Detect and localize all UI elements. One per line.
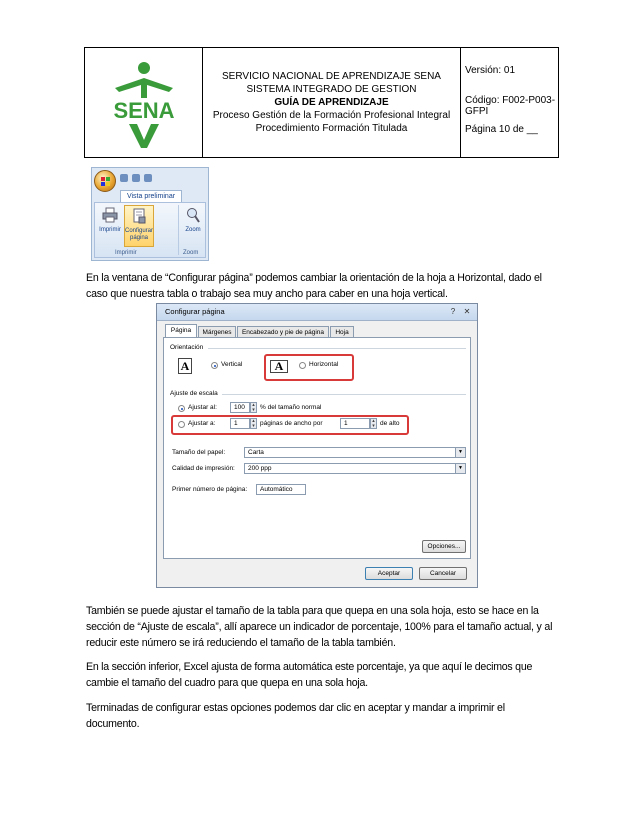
page-setup-icon: [131, 208, 147, 224]
page-setup-dialog: [156, 303, 478, 588]
magnifier-icon: [185, 207, 201, 223]
chevron-down-icon[interactable]: ▼: [455, 464, 465, 473]
paragraph-scale: También se puede ajustar el tamaño de la tabla para que quepa en una sola hoja, esto se hace en la sección de “Ajuste de escala”, allí aparece un indicador de porcentaje, 100% para el tamaño actual, y al reducir este número se irá reduciendo el tamaño de la tabla también.: [86, 605, 553, 649]
fit-mid-label: páginas de ancho por: [260, 420, 323, 427]
header-title-cell: [203, 48, 461, 157]
sena-logo: [85, 48, 203, 157]
orientation-heading: Orientación: [170, 344, 204, 351]
undo-icon[interactable]: [132, 174, 140, 182]
horizontal-label: Horizontal: [309, 361, 339, 368]
ribbon-body: [94, 202, 206, 258]
dialog-title: Configurar página: [165, 307, 225, 316]
vertical-label: Vertical: [221, 361, 243, 368]
zoom-button[interactable]: [180, 205, 206, 247]
print-quality-value: 200 ppp: [248, 465, 272, 472]
office-button-icon[interactable]: [94, 170, 116, 192]
fit-to-label: Ajustar a:: [188, 420, 216, 427]
horizontal-radio[interactable]: [299, 362, 306, 369]
chevron-down-icon[interactable]: ▼: [455, 448, 465, 457]
tab-header-footer[interactable]: Encabezado y pie de página: [237, 326, 329, 337]
page-number-text: Página 10 de __: [465, 124, 538, 135]
zoom-button-label: Zoom: [185, 227, 201, 233]
adjust-percent-spinner[interactable]: ▴ ▾: [250, 402, 257, 413]
paper-size-select[interactable]: [244, 447, 466, 458]
adjust-to-label: Ajustar al:: [188, 404, 217, 411]
divider: [208, 348, 466, 349]
print-button[interactable]: [97, 205, 123, 247]
group-separator: [178, 205, 179, 255]
portrait-icon: A: [178, 358, 192, 374]
process-name: Proceso Gestión de la Formación Profesional Integral: [212, 110, 451, 121]
landscape-icon: A: [270, 360, 288, 373]
version-text: Versión: 01: [465, 65, 516, 76]
tab-margins[interactable]: Márgenes: [198, 326, 236, 337]
fit-tall-spinner[interactable]: ▴ ▾: [370, 418, 377, 429]
dialog-titlebar: [157, 304, 477, 321]
page-setup-button-label: Configurar página: [125, 228, 154, 241]
fit-to-radio[interactable]: [178, 421, 185, 428]
paragraph-auto-fit: En la sección inferior, Excel ajusta de forma automática este porcentaje, ya que aquí le decimos que cambie el tamaño del cuadro para que quepa en una sola hoja.: [86, 661, 533, 689]
fit-wide-spinner[interactable]: ▴ ▾: [250, 418, 257, 429]
cancel-button[interactable]: Cancelar: [419, 567, 467, 580]
guide-title: GUÍA DE APRENDIZAJE: [274, 97, 389, 108]
header-meta-cell: [461, 48, 558, 157]
paragraph-print: Terminadas de configurar estas opciones podemos dar clic en aceptar y mandar a imprimir el documento.: [86, 702, 505, 730]
fit-tall-suffix: de alto: [380, 420, 400, 427]
vertical-radio[interactable]: [211, 362, 218, 369]
print-quality-select[interactable]: [244, 463, 466, 474]
redo-icon[interactable]: [144, 174, 152, 182]
system-name: SISTEMA INTEGRADO DE GESTION: [246, 84, 417, 95]
tab-sheet[interactable]: Hoja: [330, 326, 354, 337]
quick-access-toolbar: [120, 174, 200, 184]
save-icon[interactable]: [120, 174, 128, 182]
adjust-to-radio[interactable]: [178, 405, 185, 412]
paper-size-value: Carta: [248, 449, 264, 456]
fit-wide-input[interactable]: 1: [230, 418, 250, 429]
institution-name: SERVICIO NACIONAL DE APRENDIZAJE SENA: [222, 71, 441, 82]
adjust-percent-suffix: % del tamaño normal: [260, 404, 322, 411]
scale-heading: Ajuste de escala: [170, 390, 218, 397]
ok-button[interactable]: Aceptar: [365, 567, 413, 580]
divider: [222, 394, 466, 395]
tab-page[interactable]: Página: [165, 324, 197, 338]
print-quality-label: Calidad de impresión:: [172, 465, 235, 472]
svg-text:SENA: SENA: [113, 98, 175, 123]
options-button[interactable]: Opciones...: [422, 540, 466, 553]
fit-tall-input[interactable]: 1: [340, 418, 370, 429]
document-header: [84, 47, 559, 158]
first-page-number-input[interactable]: Automático: [256, 484, 306, 495]
tab-print-preview[interactable]: Vista preliminar: [120, 190, 182, 203]
paper-size-label: Tamaño del papel:: [172, 449, 226, 456]
printer-icon: [102, 207, 118, 223]
procedure-name: Procedimiento Formación Titulada: [255, 123, 408, 134]
code-text: Código: F002-P003-GFPI: [465, 95, 556, 117]
page-tab-panel: [163, 337, 471, 559]
group-zoom-label: Zoom: [183, 250, 199, 256]
print-button-label: Imprimir: [99, 227, 121, 233]
group-print-label: Imprimir: [115, 250, 137, 256]
adjust-percent-input[interactable]: 100: [230, 402, 250, 413]
logo-cell: [85, 48, 203, 157]
close-icon[interactable]: ✕: [463, 307, 471, 316]
page-setup-button[interactable]: [124, 205, 154, 247]
ribbon-screenshot: [91, 167, 209, 261]
paragraph-orientation: En la ventana de “Configurar página” podemos cambiar la orientación de la hoja a Horizontal, dado el caso que nuestra tabla o trabajo sea muy ancho para caber en una hoja vertical.: [86, 272, 542, 300]
help-icon[interactable]: ?: [450, 307, 456, 316]
first-page-number-label: Primer número de página:: [172, 486, 248, 493]
